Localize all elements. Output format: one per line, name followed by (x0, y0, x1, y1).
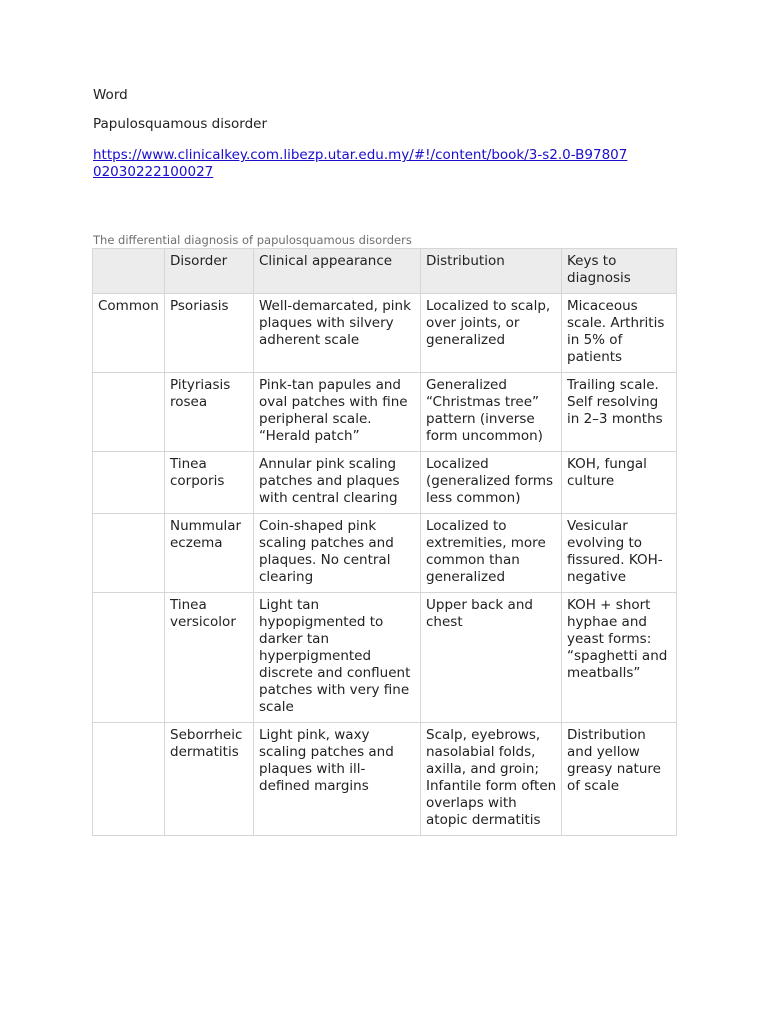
row-keys-to-diagnosis: KOH + short hyphae and yeast forms: “spaghetti and meatballs” (562, 593, 677, 723)
differential-diagnosis-table (92, 248, 677, 836)
header-group (93, 249, 165, 294)
row-distribution: Localized (generalized forms less common) (421, 452, 562, 514)
row-clinical-appearance: Annular pink scaling patches and plaques with central clearing (254, 452, 421, 514)
header-clinical-appearance: Clinical appearance (254, 249, 421, 294)
row-clinical-appearance: Pink-tan papules and oval patches with fine peripheral scale. “Herald patch” (254, 373, 421, 452)
word-label: Word (93, 87, 128, 103)
row-keys-to-diagnosis: Trailing scale. Self resolving in 2–3 months (562, 373, 677, 452)
document-title: Papulosquamous disorder (93, 116, 268, 132)
row-group (93, 514, 165, 593)
table-row (93, 593, 677, 723)
row-disorder: Seborrheic dermatitis (165, 723, 254, 836)
table-row (93, 294, 677, 373)
row-distribution: Localized to scalp, over joints, or generalized (421, 294, 562, 373)
row-disorder: Psoriasis (165, 294, 254, 373)
row-clinical-appearance: Coin-shaped pink scaling patches and plaques. No central clearing (254, 514, 421, 593)
table-row (93, 514, 677, 593)
row-group (93, 452, 165, 514)
row-group: Common (93, 294, 165, 373)
row-clinical-appearance: Light pink, waxy scaling patches and plaques with ill-defined margins (254, 723, 421, 836)
row-clinical-appearance: Light tan hypopigmented to darker tan hyperpigmented discrete and confluent patches with very fine scale (254, 593, 421, 723)
row-keys-to-diagnosis: Micaceous scale. Arthritis in 5% of patients (562, 294, 677, 373)
header-disorder: Disorder (165, 249, 254, 294)
source-link[interactable]: https://www.clinicalkey.com.libezp.utar.edu.my/#!/content/book/3-s2.0-B9780702030222100027 (93, 147, 628, 180)
table-header-row (93, 249, 677, 294)
row-distribution: Generalized “Christmas tree” pattern (inverse form uncommon) (421, 373, 562, 452)
row-disorder: Tinea corporis (165, 452, 254, 514)
table-row (93, 723, 677, 836)
row-disorder: Pityriasis rosea (165, 373, 254, 452)
header-distribution: Distribution (421, 249, 562, 294)
row-distribution: Scalp, eyebrows, nasolabial folds, axilla, and groin; Infantile form often overlaps with atopic dermatitis (421, 723, 562, 836)
table-row (93, 373, 677, 452)
row-distribution: Upper back and chest (421, 593, 562, 723)
row-distribution: Localized to extremities, more common than generalized (421, 514, 562, 593)
row-group (93, 373, 165, 452)
row-disorder: Tinea versicolor (165, 593, 254, 723)
row-disorder: Nummular eczema (165, 514, 254, 593)
row-keys-to-diagnosis: KOH, fungal culture (562, 452, 677, 514)
row-keys-to-diagnosis: Distribution and yellow greasy nature of scale (562, 723, 677, 836)
header-keys-to-diagnosis: Keys to diagnosis (562, 249, 677, 294)
row-group (93, 593, 165, 723)
table-row (93, 452, 677, 514)
row-clinical-appearance: Well-demarcated, pink plaques with silvery adherent scale (254, 294, 421, 373)
table-caption: The differential diagnosis of papulosquamous disorders (93, 233, 412, 247)
row-group (93, 723, 165, 836)
row-keys-to-diagnosis: Vesicular evolving to fissured. KOH-negative (562, 514, 677, 593)
